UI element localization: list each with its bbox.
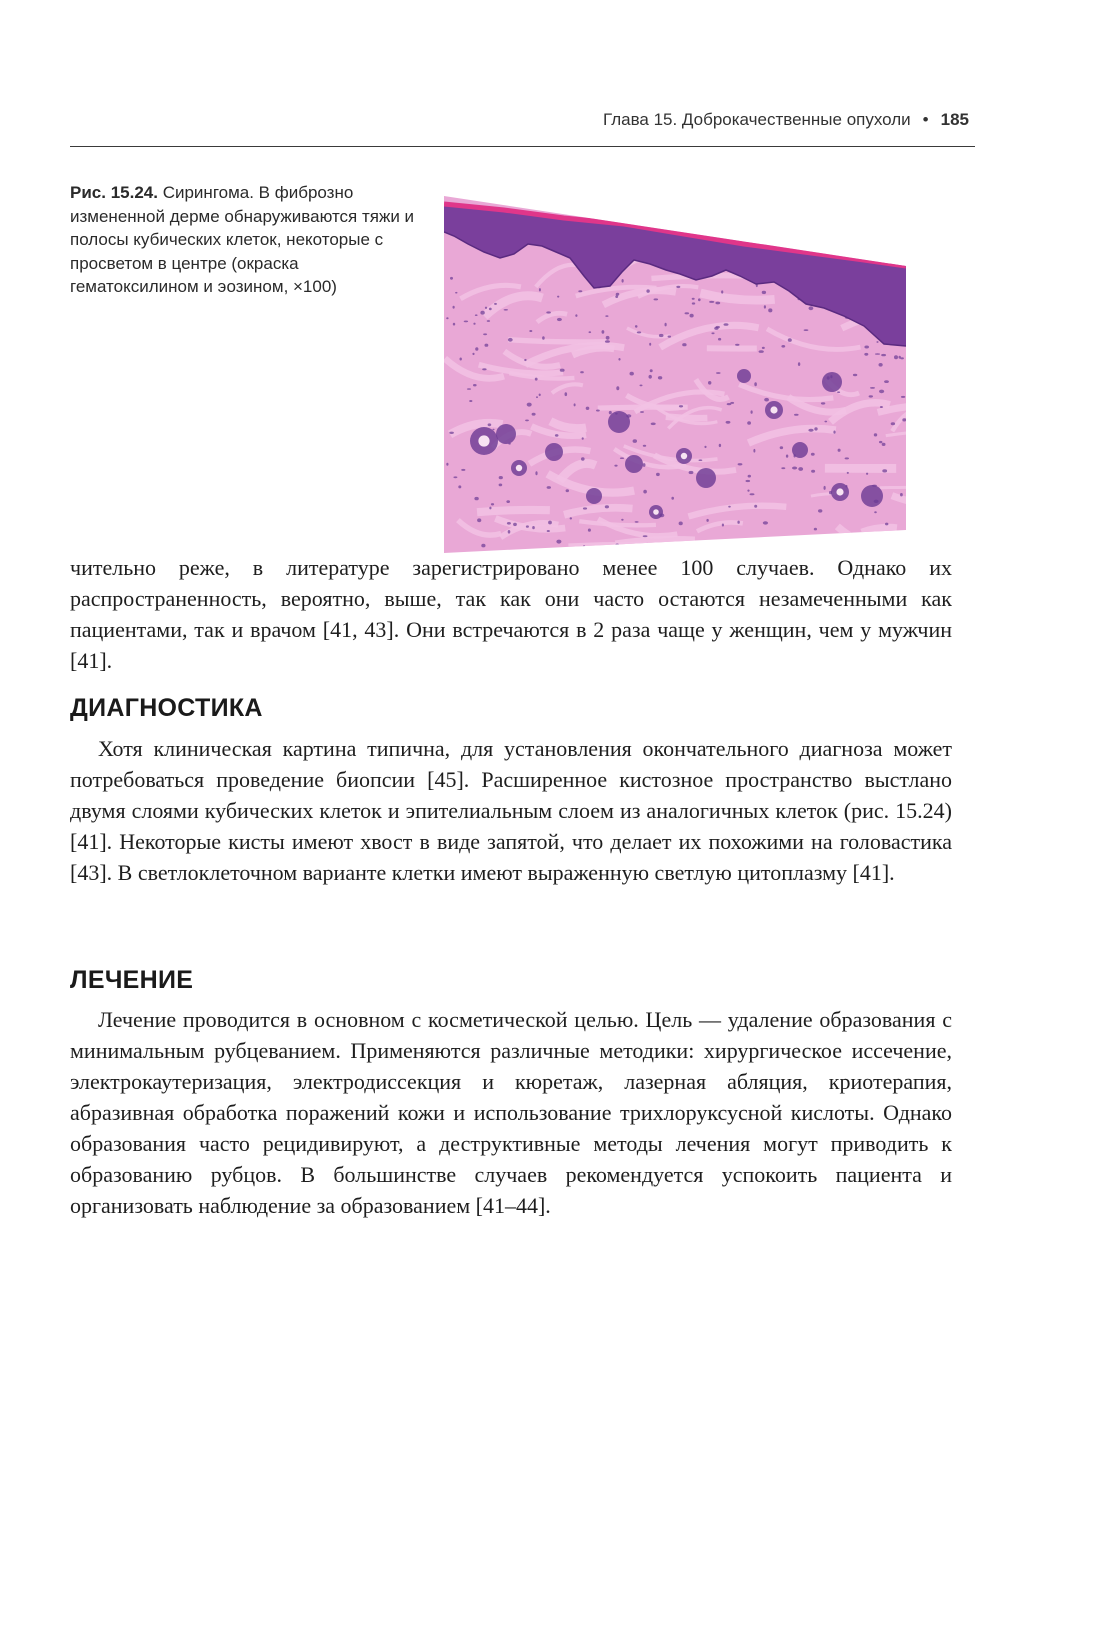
cell-nucleus — [643, 535, 648, 537]
cell-nucleus — [446, 463, 448, 466]
cell-nucleus — [586, 407, 590, 410]
collagen-fiber — [862, 528, 897, 533]
cell-nucleus — [646, 543, 648, 546]
cell-nucleus — [885, 523, 888, 526]
cell-nucleus — [453, 476, 457, 478]
cell-nucleus — [884, 380, 889, 383]
cell-nucleus — [583, 545, 586, 549]
cell-nucleus — [858, 542, 861, 544]
cell-nucleus — [882, 469, 887, 472]
cell-nucleus — [811, 470, 815, 473]
cell-nucleus — [469, 400, 472, 402]
cell-nucleus — [814, 528, 817, 531]
cell-nucleus — [475, 347, 478, 351]
cell-nucleus — [588, 529, 591, 532]
cell-nucleus — [689, 471, 694, 474]
cell-nucleus — [658, 376, 662, 379]
cell-nucleus — [853, 374, 857, 376]
cell-nucleus — [870, 387, 875, 389]
cell-nucleus — [618, 358, 620, 361]
cell-nucleus — [529, 330, 532, 332]
duct-lumen — [681, 453, 687, 459]
cell-nucleus — [875, 353, 880, 355]
cell-nucleus — [682, 343, 686, 346]
figure-label: Рис. 15.24. — [70, 183, 158, 202]
cell-nucleus — [726, 421, 731, 424]
cell-nucleus — [535, 378, 538, 381]
cell-nucleus — [614, 465, 617, 467]
cell-nucleus — [455, 292, 457, 294]
cell-nucleus — [565, 392, 568, 396]
cell-nucleus — [566, 489, 569, 492]
cell-nucleus — [487, 320, 490, 322]
cell-nucleus — [665, 323, 667, 327]
cell-nucleus — [546, 311, 551, 313]
cell-nucleus — [718, 338, 721, 341]
cell-nucleus — [866, 541, 869, 543]
cell-nucleus — [698, 298, 701, 301]
cell-nucleus — [643, 445, 646, 447]
cell-nucleus — [692, 302, 695, 304]
cell-nucleus — [737, 521, 739, 524]
cell-nucleus — [676, 286, 680, 288]
header-separator: • — [922, 110, 929, 129]
tumor-cell-cluster — [625, 455, 643, 473]
cell-nucleus — [824, 486, 826, 490]
cell-nucleus — [847, 472, 849, 474]
cell-nucleus — [724, 323, 729, 326]
cell-nucleus — [764, 305, 766, 308]
collagen-fiber — [821, 538, 885, 550]
cell-nucleus — [864, 353, 868, 356]
cell-nucleus — [583, 507, 587, 509]
cell-nucleus — [473, 384, 477, 386]
cell-nucleus — [754, 382, 757, 386]
cell-nucleus — [814, 427, 817, 430]
cell-nucleus — [763, 521, 768, 524]
cell-nucleus — [581, 457, 585, 460]
cell-nucleus — [556, 540, 561, 544]
cell-nucleus — [735, 344, 739, 346]
collagen-fiber — [568, 546, 662, 548]
cell-nucleus — [711, 332, 714, 334]
cell-nucleus — [656, 473, 660, 476]
cell-nucleus — [690, 314, 694, 318]
cell-nucleus — [582, 437, 584, 440]
cell-nucleus — [536, 396, 538, 398]
cell-nucleus — [671, 497, 674, 500]
cell-nucleus — [879, 441, 882, 443]
cell-nucleus — [692, 298, 695, 300]
cell-nucleus — [472, 353, 474, 355]
cell-nucleus — [575, 314, 577, 317]
cell-nucleus — [728, 506, 731, 508]
cell-nucleus — [891, 422, 895, 425]
cell-nucleus — [473, 323, 475, 325]
cell-nucleus — [754, 505, 757, 508]
cell-nucleus — [643, 490, 647, 494]
cell-nucleus — [809, 306, 814, 310]
tumor-cell-cluster — [737, 369, 751, 383]
cell-nucleus — [734, 541, 736, 544]
cell-nucleus — [461, 469, 465, 471]
cell-nucleus — [508, 530, 511, 534]
diagnostics-paragraph: Хотя клиническая картина типична, для установления окончательного диагноза может потребоваться проведение биопсии [45]. Расширенное кистозное пространство выстлано двумя слоями кубических клеток и эпителиальным слоем из аналогичных клеток (рис. 15.24) [41]. Некоторые кисты имеют хвост в виде запятой, что делает их похожими на головастика [43]. В светлоклеточном варианте клетки имеют выраженную светлую цитоплазму [41]. — [70, 736, 952, 885]
cell-nucleus — [768, 308, 772, 312]
page-number: 185 — [940, 110, 969, 129]
cell-nucleus — [596, 410, 600, 412]
cell-nucleus — [679, 405, 683, 407]
chapter-title: Глава 15. Доброкачественные опухоли — [602, 110, 911, 129]
cell-nucleus — [869, 395, 873, 397]
cell-nucleus — [808, 537, 812, 539]
cell-nucleus — [635, 521, 639, 523]
cell-nucleus — [706, 519, 708, 522]
collagen-fiber — [878, 405, 946, 412]
cell-nucleus — [504, 309, 508, 311]
cell-nucleus — [716, 372, 721, 374]
cell-nucleus — [635, 325, 638, 328]
cell-nucleus — [527, 403, 532, 407]
cell-nucleus — [542, 336, 545, 340]
cell-nucleus — [824, 421, 827, 423]
cell-nucleus — [791, 545, 795, 547]
cell-nucleus — [746, 480, 751, 482]
cell-nucleus — [646, 289, 649, 292]
tumor-cell-cluster — [822, 372, 842, 392]
cell-nucleus — [709, 301, 714, 303]
cell-nucleus — [460, 358, 462, 361]
cell-nucleus — [525, 420, 529, 422]
cell-nucleus — [489, 308, 492, 311]
cell-nucleus — [685, 312, 690, 314]
cell-nucleus — [654, 298, 659, 300]
cell-nucleus — [488, 423, 492, 426]
cell-nucleus — [480, 311, 484, 315]
cell-nucleus — [483, 333, 487, 335]
cell-nucleus — [464, 321, 468, 323]
cell-nucleus — [494, 303, 497, 305]
cell-nucleus — [751, 410, 753, 413]
cell-nucleus — [908, 482, 913, 484]
cell-nucleus — [446, 317, 448, 319]
duct-lumen — [770, 406, 777, 413]
cell-nucleus — [751, 545, 753, 547]
cell-nucleus — [637, 331, 641, 333]
cell-nucleus — [730, 402, 734, 404]
cell-nucleus — [881, 354, 886, 356]
collagen-fiber — [508, 340, 607, 342]
cell-nucleus — [792, 467, 797, 470]
cell-nucleus — [643, 463, 646, 467]
cell-nucleus — [616, 293, 620, 296]
cell-nucleus — [902, 418, 906, 421]
cell-nucleus — [674, 547, 676, 550]
cell-nucleus — [485, 344, 489, 347]
cell-nucleus — [762, 347, 765, 349]
cell-nucleus — [499, 476, 503, 479]
cell-nucleus — [605, 505, 609, 508]
cell-nucleus — [570, 517, 572, 519]
cell-nucleus — [589, 331, 592, 333]
cell-nucleus — [794, 414, 799, 416]
header-line — [603, 110, 969, 130]
treatment-paragraph: Лечение проводится в основном с косметической целью. Цель — удаление образования с минимальным рубцеванием. Применяются различные методики: хирургическое иссечение, электрокаутеризация, электродиссекция и кюретаж, лазерная абляция, криотерапия, абразивная обработка поражений кожи и использование трихлоруксусной кислоты. Однако образования часто рецидивируют, а деструктивные методы лечения могут приводить к образованию рубцов. В большинстве случаев рекомендуется успокоить пациента и организовать наблюдение за образованием [41–44]. — [70, 1007, 952, 1218]
cell-nucleus — [547, 486, 551, 489]
section-heading-treatment: ЛЕЧЕНИЕ — [70, 966, 194, 994]
cell-nucleus — [786, 455, 788, 458]
cell-nucleus — [560, 369, 565, 372]
cell-nucleus — [458, 485, 461, 488]
cell-nucleus — [640, 385, 643, 387]
histology-micrograph — [444, 196, 946, 553]
cell-nucleus — [890, 535, 894, 537]
cell-nucleus — [506, 500, 510, 503]
cell-nucleus — [650, 369, 653, 372]
cell-nucleus — [781, 345, 785, 348]
cell-nucleus — [633, 439, 637, 443]
intro-paragraph: чительно реже, в литературе зарегистрировано менее 100 случаев. Однако их распространенность, вероятно, выше, так как они часто остаются незамеченными как пациентами, так и врачом [41, 43]. Они встречаются в 2 раза чаще у женщин, чем у мужчин [41]. — [70, 555, 952, 673]
cell-nucleus — [526, 525, 529, 527]
cell-nucleus — [580, 371, 584, 373]
cell-nucleus — [808, 429, 813, 432]
cell-nucleus — [615, 295, 618, 298]
tumor-cell-cluster — [696, 468, 716, 488]
cell-nucleus — [901, 396, 905, 398]
cell-nucleus — [620, 457, 624, 459]
figure-caption-text: Сирингома. В фиброзно измененной дерме обнаруживаются тяжи и полосы кубических клеток, некоторые с просветом в центре (окраска гематоксилином и эозином, ×100) — [70, 183, 415, 296]
cell-nucleus — [557, 296, 559, 298]
cell-nucleus — [704, 446, 706, 448]
cell-nucleus — [485, 307, 487, 309]
cell-nucleus — [524, 359, 526, 361]
cell-nucleus — [818, 509, 822, 512]
cell-nucleus — [547, 530, 550, 532]
cell-nucleus — [726, 543, 731, 545]
cell-nucleus — [640, 411, 644, 413]
figure-caption — [70, 181, 426, 299]
cell-nucleus — [788, 338, 792, 342]
cell-nucleus — [821, 402, 825, 404]
duct-lumen — [478, 435, 489, 446]
cell-nucleus — [747, 421, 751, 425]
cell-nucleus — [609, 411, 612, 414]
cell-nucleus — [699, 459, 703, 461]
tumor-cell-cluster — [496, 424, 516, 444]
cell-nucleus — [762, 291, 766, 294]
cell-nucleus — [864, 346, 869, 349]
cell-nucleus — [602, 330, 605, 334]
cell-nucleus — [659, 334, 664, 337]
cell-nucleus — [578, 290, 582, 292]
cell-nucleus — [747, 490, 749, 492]
cell-nucleus — [548, 521, 552, 525]
tumor-cell-cluster — [861, 485, 883, 507]
cell-nucleus — [467, 388, 471, 390]
running-header — [70, 106, 975, 147]
cell-nucleus — [507, 522, 511, 525]
cell-nucleus — [557, 318, 562, 321]
cell-nucleus — [880, 406, 883, 408]
duct-lumen — [836, 488, 843, 495]
cell-nucleus — [491, 503, 494, 505]
cell-nucleus — [605, 315, 608, 317]
cell-nucleus — [811, 453, 815, 456]
collagen-fiber — [477, 510, 550, 512]
cell-nucleus — [482, 368, 486, 370]
cell-nucleus — [474, 497, 478, 500]
cell-nucleus — [866, 473, 868, 475]
cell-nucleus — [838, 449, 841, 452]
cell-nucleus — [798, 362, 800, 366]
cell-nucleus — [508, 338, 513, 342]
cell-nucleus — [837, 391, 840, 393]
tumor-cell-cluster — [545, 443, 563, 461]
cell-nucleus — [539, 288, 541, 291]
cell-nucleus — [759, 350, 764, 353]
cell-nucleus — [876, 341, 878, 343]
cell-nucleus — [833, 431, 835, 434]
cell-nucleus — [879, 363, 883, 367]
cell-nucleus — [780, 446, 783, 449]
cell-nucleus — [879, 390, 884, 394]
cell-nucleus — [489, 507, 491, 510]
cell-nucleus — [574, 403, 576, 406]
cell-nucleus — [513, 523, 517, 526]
cell-nucleus — [716, 326, 720, 328]
cell-nucleus — [781, 467, 785, 469]
cell-nucleus — [649, 343, 651, 346]
cell-nucleus — [477, 518, 481, 522]
cell-nucleus — [449, 432, 454, 434]
cell-nucleus — [894, 355, 898, 359]
cell-nucleus — [555, 434, 559, 437]
cell-nucleus — [731, 542, 734, 544]
cell-nucleus — [878, 537, 881, 539]
cell-nucleus — [668, 336, 671, 338]
cell-nucleus — [621, 519, 623, 521]
duct-lumen — [653, 509, 659, 515]
cell-nucleus — [450, 277, 453, 280]
cell-nucleus — [481, 544, 485, 548]
cell-nucleus — [721, 290, 723, 293]
tumor-cell-cluster — [792, 442, 808, 458]
cell-nucleus — [606, 336, 610, 340]
cell-nucleus — [845, 457, 849, 459]
cell-nucleus — [649, 375, 652, 379]
cell-nucleus — [750, 493, 755, 495]
cell-nucleus — [722, 524, 724, 527]
tumor-cell-cluster — [586, 488, 602, 504]
cell-nucleus — [605, 340, 610, 343]
cell-nucleus — [874, 511, 877, 513]
cell-nucleus — [615, 544, 619, 547]
cell-nucleus — [804, 329, 809, 331]
cell-nucleus — [679, 522, 683, 526]
duct-lumen — [516, 465, 522, 471]
cell-nucleus — [616, 386, 619, 390]
cell-nucleus — [874, 433, 877, 436]
cell-nucleus — [499, 484, 503, 487]
cell-nucleus — [622, 279, 624, 283]
cell-nucleus — [791, 548, 794, 550]
cell-nucleus — [798, 467, 803, 471]
cell-nucleus — [539, 394, 541, 397]
cell-nucleus — [532, 413, 536, 416]
cell-nucleus — [532, 526, 535, 529]
cell-nucleus — [753, 449, 755, 453]
cell-nucleus — [900, 493, 903, 496]
section-heading-diagnostics: ДИАГНОСТИКА — [70, 694, 263, 722]
cell-nucleus — [882, 443, 886, 446]
cell-nucleus — [880, 542, 882, 545]
cell-nucleus — [899, 356, 901, 359]
cell-nucleus — [535, 471, 537, 475]
cell-nucleus — [715, 302, 720, 305]
cell-nucleus — [651, 423, 656, 426]
cell-nucleus — [453, 306, 455, 309]
cell-nucleus — [738, 463, 743, 465]
cell-nucleus — [453, 323, 455, 326]
cell-nucleus — [719, 444, 721, 447]
cell-nucleus — [708, 381, 711, 385]
cell-nucleus — [630, 372, 634, 376]
cell-nucleus — [748, 475, 751, 478]
cell-nucleus — [475, 314, 478, 316]
tumor-cell-cluster — [608, 411, 630, 433]
cell-nucleus — [764, 398, 769, 402]
micrograph-image — [444, 196, 946, 553]
